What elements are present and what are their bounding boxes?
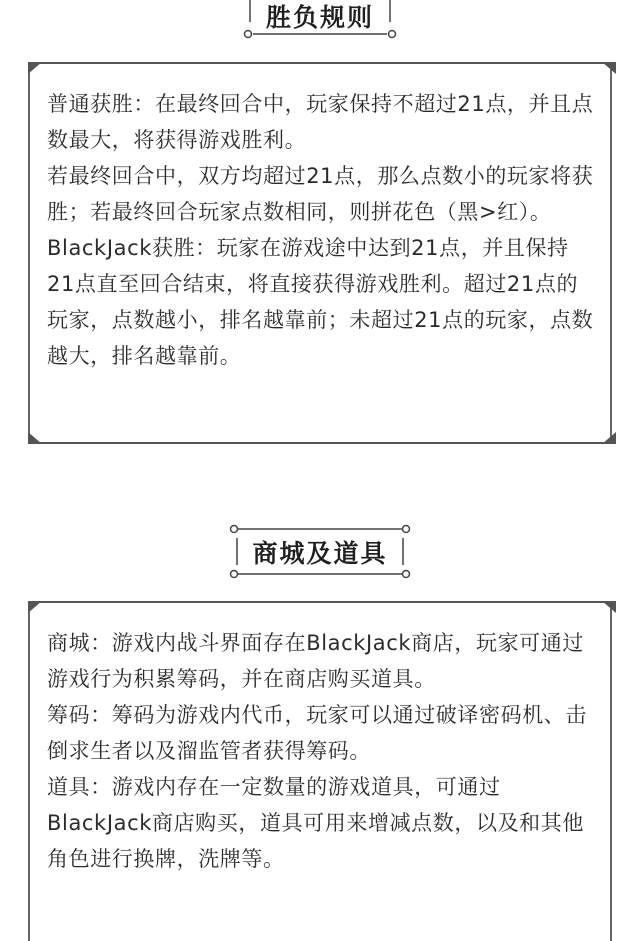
section-title-shop — [0, 520, 640, 580]
shop-card — [28, 601, 612, 941]
card-top-border — [28, 601, 616, 613]
shop-paragraph: 道具：游戏内存在一定数量的游戏道具，可通过BlackJack商店购买，道具可用来增减点数，以及和其他角色进行换牌，洗牌等。 — [47, 775, 584, 871]
section-title-text: 胜负规则 — [265, 3, 374, 32]
section-title-text: 商城及道具 — [252, 539, 388, 568]
rule-paragraph: 普通获胜：在最终回合中，玩家保持不超过21点，并且点数最大，将获得游戏胜利。 — [47, 92, 594, 152]
shop-card-body — [47, 625, 596, 877]
rules-card-body — [47, 86, 596, 374]
rule-paragraph: 若最终回合中，双方均超过21点，那么点数小的玩家将获胜；若最终回合玩家点数相同，则拼花色（黑>红）。 — [47, 164, 594, 224]
shop-paragraph: 商城：游戏内战斗界面存在BlackJack商店，玩家可通过游戏行为积累筹码，并在商店购买道具。 — [47, 631, 584, 691]
shop-paragraph: 筹码：筹码为游戏内代币，玩家可以通过破译密码机、击倒求生者以及溜监管者获得筹码。 — [47, 703, 587, 763]
rules-card — [28, 62, 612, 444]
card-bottom-border — [28, 432, 616, 444]
card-top-border — [28, 62, 616, 74]
rule-paragraph: BlackJack获胜：玩家在游戏途中达到21点，并且保持21点直至回合结束，将直接获得游戏胜利。超过21点的玩家，点数越小，排名越靠前；未超过21点的玩家，点数越大，排名越靠前。 — [47, 236, 594, 368]
section-title-rules — [0, 0, 640, 60]
